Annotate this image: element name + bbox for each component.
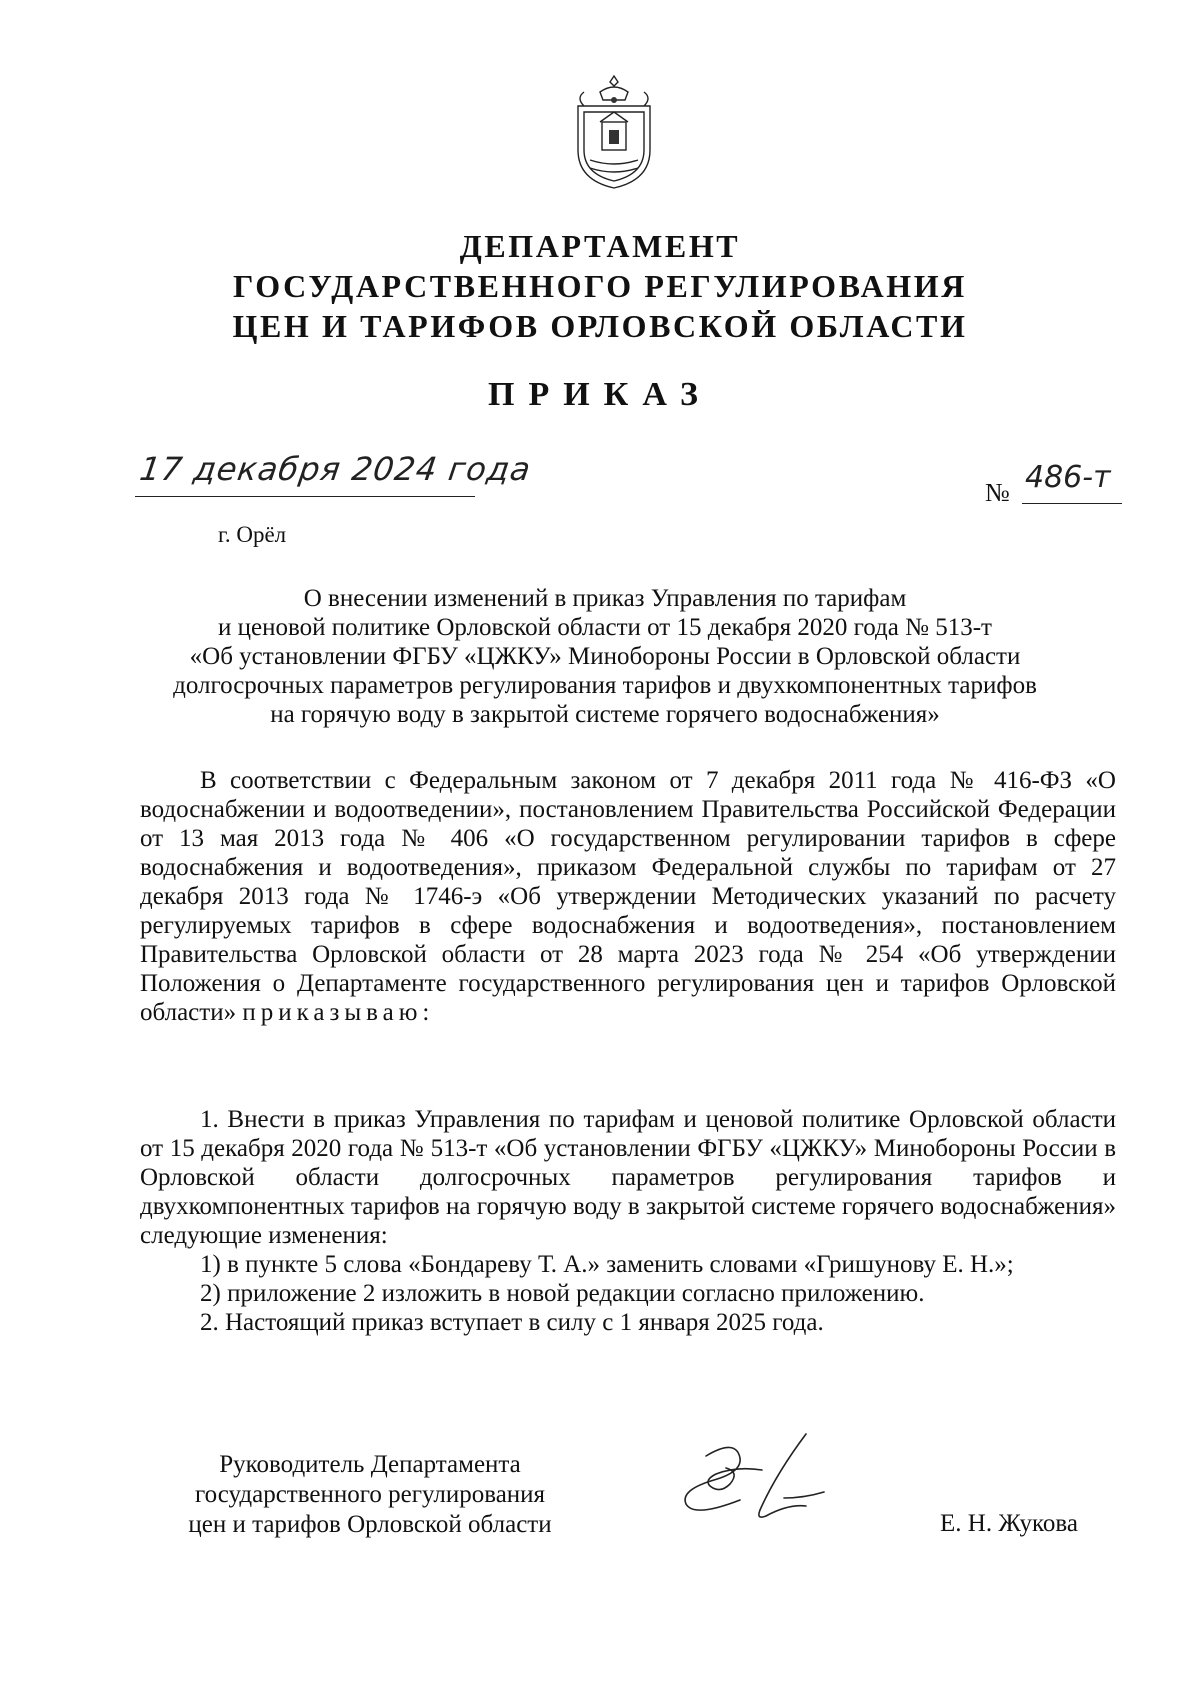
department-line-1: ДЕПАРТАМЕНТ (459, 228, 741, 264)
position-line-1: Руководитель Департамента (219, 1451, 521, 1478)
date-underline (135, 496, 475, 497)
department-line-2: ГОСУДАРСТВЕННОГО РЕГУЛИРОВАНИЯ (233, 268, 967, 304)
preamble-text: В соответствии с Федеральным законом от 7 декабря 2011 года № 416-ФЗ «О водоснабжении и водоотведении», постановлением Правительства Российской Федерации от 13 мая 2013 года № 406 «О государственном регулировании тарифов в сфере водоснабжения и водоотведения», приказом Федеральной службы по тарифам от 27 декабря 2013 года № 1746-э «Об утверждении Методических указаний по расчету регулируемых тарифов в сфере водоснабжения и водоотведения», постановлением Правительства Орловской области от 28 марта 2023 года № 254 «Об утверждении Положения о Департаменте государственного регулирования цен и тарифов Орловской области» (140, 767, 1116, 1026)
handwritten-order-number: 486-т (1025, 460, 1111, 495)
coat-of-arms-icon (570, 72, 658, 192)
order-item-1-1: 1) в пункте 5 слова «Бондареву Т. А.» заменить словами «Гришунову Е. Н.»; (200, 1251, 1014, 1278)
order-item-1: 1. Внести в приказ Управления по тарифам и ценовой политике Орловской области от 15 декабря 2020 года № 513-т «Об установлении ФГБУ «ЦЖКУ» Минобороны России в Орловской области долгосрочных параметров регулирования тарифов и двухкомпонентных тарифов на горячую воду в закрытой системе горячего водоснабжения» следующие изменения: (140, 1106, 1116, 1249)
city-label: г. Орёл (218, 522, 287, 547)
department-line-3: ЦЕН И ТАРИФОВ ОРЛОВСКОЙ ОБЛАСТИ (232, 308, 968, 344)
subject-line: «Об установлении ФГБУ «ЦЖКУ» Минобороны России в Орловской области (189, 643, 1021, 670)
subject-line: О внесении изменений в приказ Управления по тарифам (303, 585, 907, 612)
subject-line: на горячую воду в закрытой системе горячего водоснабжения» (270, 701, 940, 728)
position-line-3: цен и тарифов Орловской области (188, 1511, 552, 1538)
position-line-2: государственного регулирования (194, 1481, 546, 1508)
order-item-1-2: 2) приложение 2 изложить в новой редакции согласно приложению. (200, 1280, 925, 1307)
handwritten-date: 17 декабря 2024 года (137, 450, 534, 488)
signatory-position (160, 1450, 580, 1540)
department-header (150, 226, 1050, 346)
handwritten-signature-icon (666, 1428, 866, 1538)
order-number-label: № (985, 478, 1010, 507)
document-type-title: ПРИКАЗ (488, 376, 712, 413)
signatory-name: Е. Н. Жукова (940, 1510, 1078, 1537)
subject-line: и ценовой политике Орловской области от 15 декабря 2020 года № 513-т (218, 614, 992, 641)
subject-line: долгосрочных параметров регулирования тарифов и двухкомпонентных тарифов (173, 672, 1037, 699)
order-item-2: 2. Настоящий приказ вступает в силу с 1 января 2025 года. (200, 1309, 824, 1336)
order-subject (140, 584, 1070, 729)
order-items (140, 1105, 1116, 1337)
number-underline (1022, 503, 1122, 504)
order-word: приказываю: (242, 999, 435, 1026)
preamble-paragraph (140, 766, 1116, 1027)
